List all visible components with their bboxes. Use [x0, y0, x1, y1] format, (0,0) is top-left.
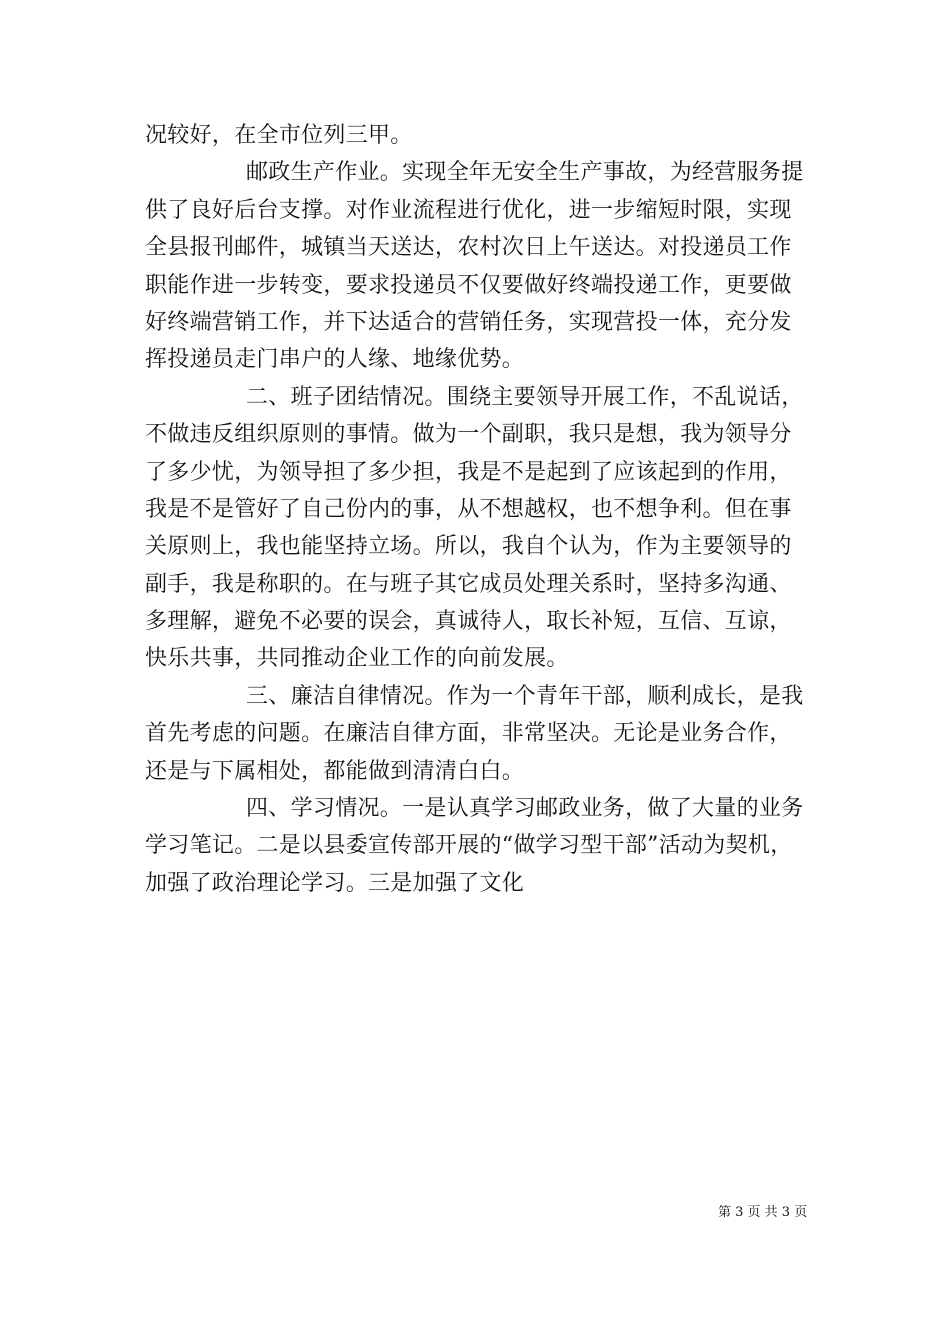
text-line: 副手，我是称职的。在与班子其它成员处理关系时，坚持多沟通、	[145, 571, 792, 597]
text-line: 况较好，在全市位列三甲。	[145, 123, 413, 148]
paragraph-start-line: 邮政生产作业。实现全年无安全生产事故，为经营服务提	[246, 160, 804, 186]
text-line: 加强了政治理论学习。三是加强了文化	[145, 870, 525, 896]
text-line: 好终端营销工作，并下达适合的营销任务，实现营投一体，充分发	[145, 309, 792, 335]
section-heading-line: 三、廉洁自律情况。作为一个青年干部，顺利成长，是我	[246, 683, 804, 709]
text-line: 快乐共事，共同推动企业工作的向前发展。	[145, 646, 569, 672]
text-line: 我是不是管好了自己份内的事，从不想越权，也不想争利。但在事	[145, 496, 792, 522]
page-number-footer: 第 3 页 共 3 页	[718, 1205, 808, 1220]
text-line: 首先考虑的问题。在廉洁自律方面，非常坚决。无论是业务合作，	[145, 721, 792, 747]
section-heading-line: 二、班子团结情况。围绕主要领导开展工作，不乱说话，	[246, 384, 804, 410]
text-line: 多理解，避免不必要的误会，真诚待人，取长补短，互信、互谅，	[145, 609, 792, 635]
text-line: 学习笔记。二是以县委宣传部开展的“做学习型干部”活动为契机，	[145, 833, 793, 859]
text-line: 挥投递员走门串户的人缘、地缘优势。	[145, 347, 525, 373]
text-line: 还是与下属相处，都能做到清清白白。	[145, 758, 525, 784]
text-line: 全县报刊邮件，城镇当天送达，农村次日上午送达。对投递员工作	[145, 235, 792, 261]
document-body	[145, 117, 825, 902]
section-heading-line: 四、学习情况。一是认真学习邮政业务，做了大量的业务	[246, 796, 804, 822]
text-line: 供了良好后台支撑。对作业流程进行优化，进一步缩短时限，实现	[145, 197, 792, 223]
text-line: 关原则上，我也能坚持立场。所以，我自个认为，作为主要领导的	[145, 534, 792, 560]
text-line: 了多少忧，为领导担了多少担，我是不是起到了应该起到的作用，	[145, 459, 792, 485]
text-line: 职能作进一步转变，要求投递员不仅要做好终端投递工作，更要做	[145, 272, 792, 298]
text-line: 不做违反组织原则的事情。做为一个副职，我只是想，我为领导分	[145, 422, 792, 448]
